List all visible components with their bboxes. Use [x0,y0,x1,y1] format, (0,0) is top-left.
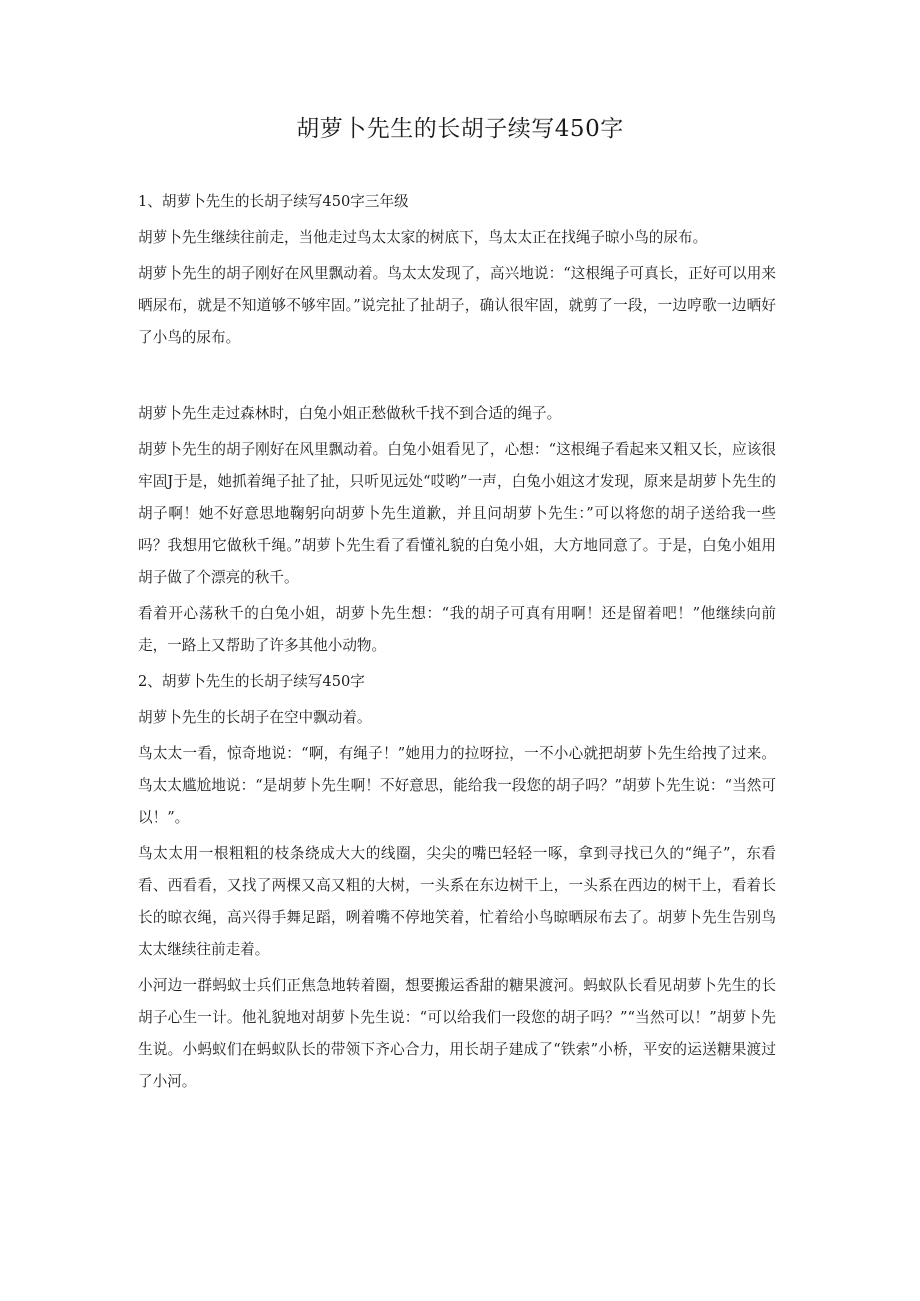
paragraph: 鸟太太用一根粗粗的枝条绕成大大的线圈，尖尖的嘴巴轻轻一啄，拿到寻找已久的“绳子”，东看看、西看看，又找了两棵又高又粗的大树，一头系在东边树干上，一头系在西边的树干上，看着长长的晾衣绳，高兴得手舞足蹈，咧着嘴不停地笑着，忙着给小鸟晾晒尿布去了。胡萝卜先生告别鸟太太继续往前走着。 [138,845,776,958]
paragraph: 胡萝卜先生走过森林时，白兔小姐正愁做秋千找不到合适的绳子。 [138,405,562,422]
paragraph: 看着开心荡秋千的白兔小姐，胡萝卜先生想：“我的胡子可真有用啊！还是留着吧！”他继续向前走，一路上又帮助了许多其他小动物。 [138,605,776,654]
document-body [138,186,776,1102]
paragraph: 小河边一群蚂蚁士兵们正焦急地转着圈，想要搬运香甜的糖果渡河。蚂蚁队长看见胡萝卜先生的长胡子心生一计。他礼貌地对胡萝卜先生说：“可以给我们一段您的胡子吗？”“当然可以！”胡萝卜先生说。小蚂蚁们在蚂蚁队长的带领下齐心合力，用长胡子建成了“铁索”小桥，平安的运送糖果渡过了小河。 [138,977,776,1090]
paragraph: 鸟太太一看，惊奇地说：“啊，有绳子！”她用力的拉呀拉，一不小心就把胡萝卜先生给拽了过来。鸟太太尴尬地说：“是胡萝卜先生啊！不好意思，能给我一段您的胡子吗？”胡萝卜先生说：“当然可以！”。 [138,745,776,826]
document-title: 胡萝卜先生的长胡子续写450字 [296,116,624,142]
paragraph-spacer [138,358,776,398]
paragraph: 胡萝卜先生继续往前走，当他走过鸟太太家的树底下，鸟太太正在找绳子晾小鸟的尿布。 [138,229,708,246]
paragraph: 胡萝卜先生的长胡子在空中飘动着。 [138,709,372,726]
paragraph: 胡萝卜先生的胡子刚好在风里飘动着。白兔小姐看见了，心想：“这根绳子看起来又粗又长，应该很牢固J于是，她抓着绳子扯了扯，只听见远处“哎哟”一声，白兔小姐这才发现，原来是胡萝卜先生的胡子啊！她不好意思地鞠躬向胡萝卜先生道歉，并且问胡萝卜先生：”可以将您的胡子送给我一些吗？我想用它做秋千绳。”胡萝卜先生看了看懂礼貌的白兔小姐，大方地同意了。于是，白兔小姐用胡子做了个漂亮的秋千。 [138,441,776,586]
section-heading-1: 1、胡萝卜先生的长胡子续写450字三年级 [138,193,409,210]
paragraph: 胡萝卜先生的胡子刚好在风里飘动着。鸟太太发现了，高兴地说：“这根绳子可真长，正好可以用来晒尿布，就是不知道够不够牢固。”说完扯了扯胡子，确认很牢固，就剪了一段，一边哼歌一边晒好了小鸟的尿布。 [138,265,776,346]
section-heading-2: 2、胡萝卜先生的长胡子续写450字 [138,673,365,690]
